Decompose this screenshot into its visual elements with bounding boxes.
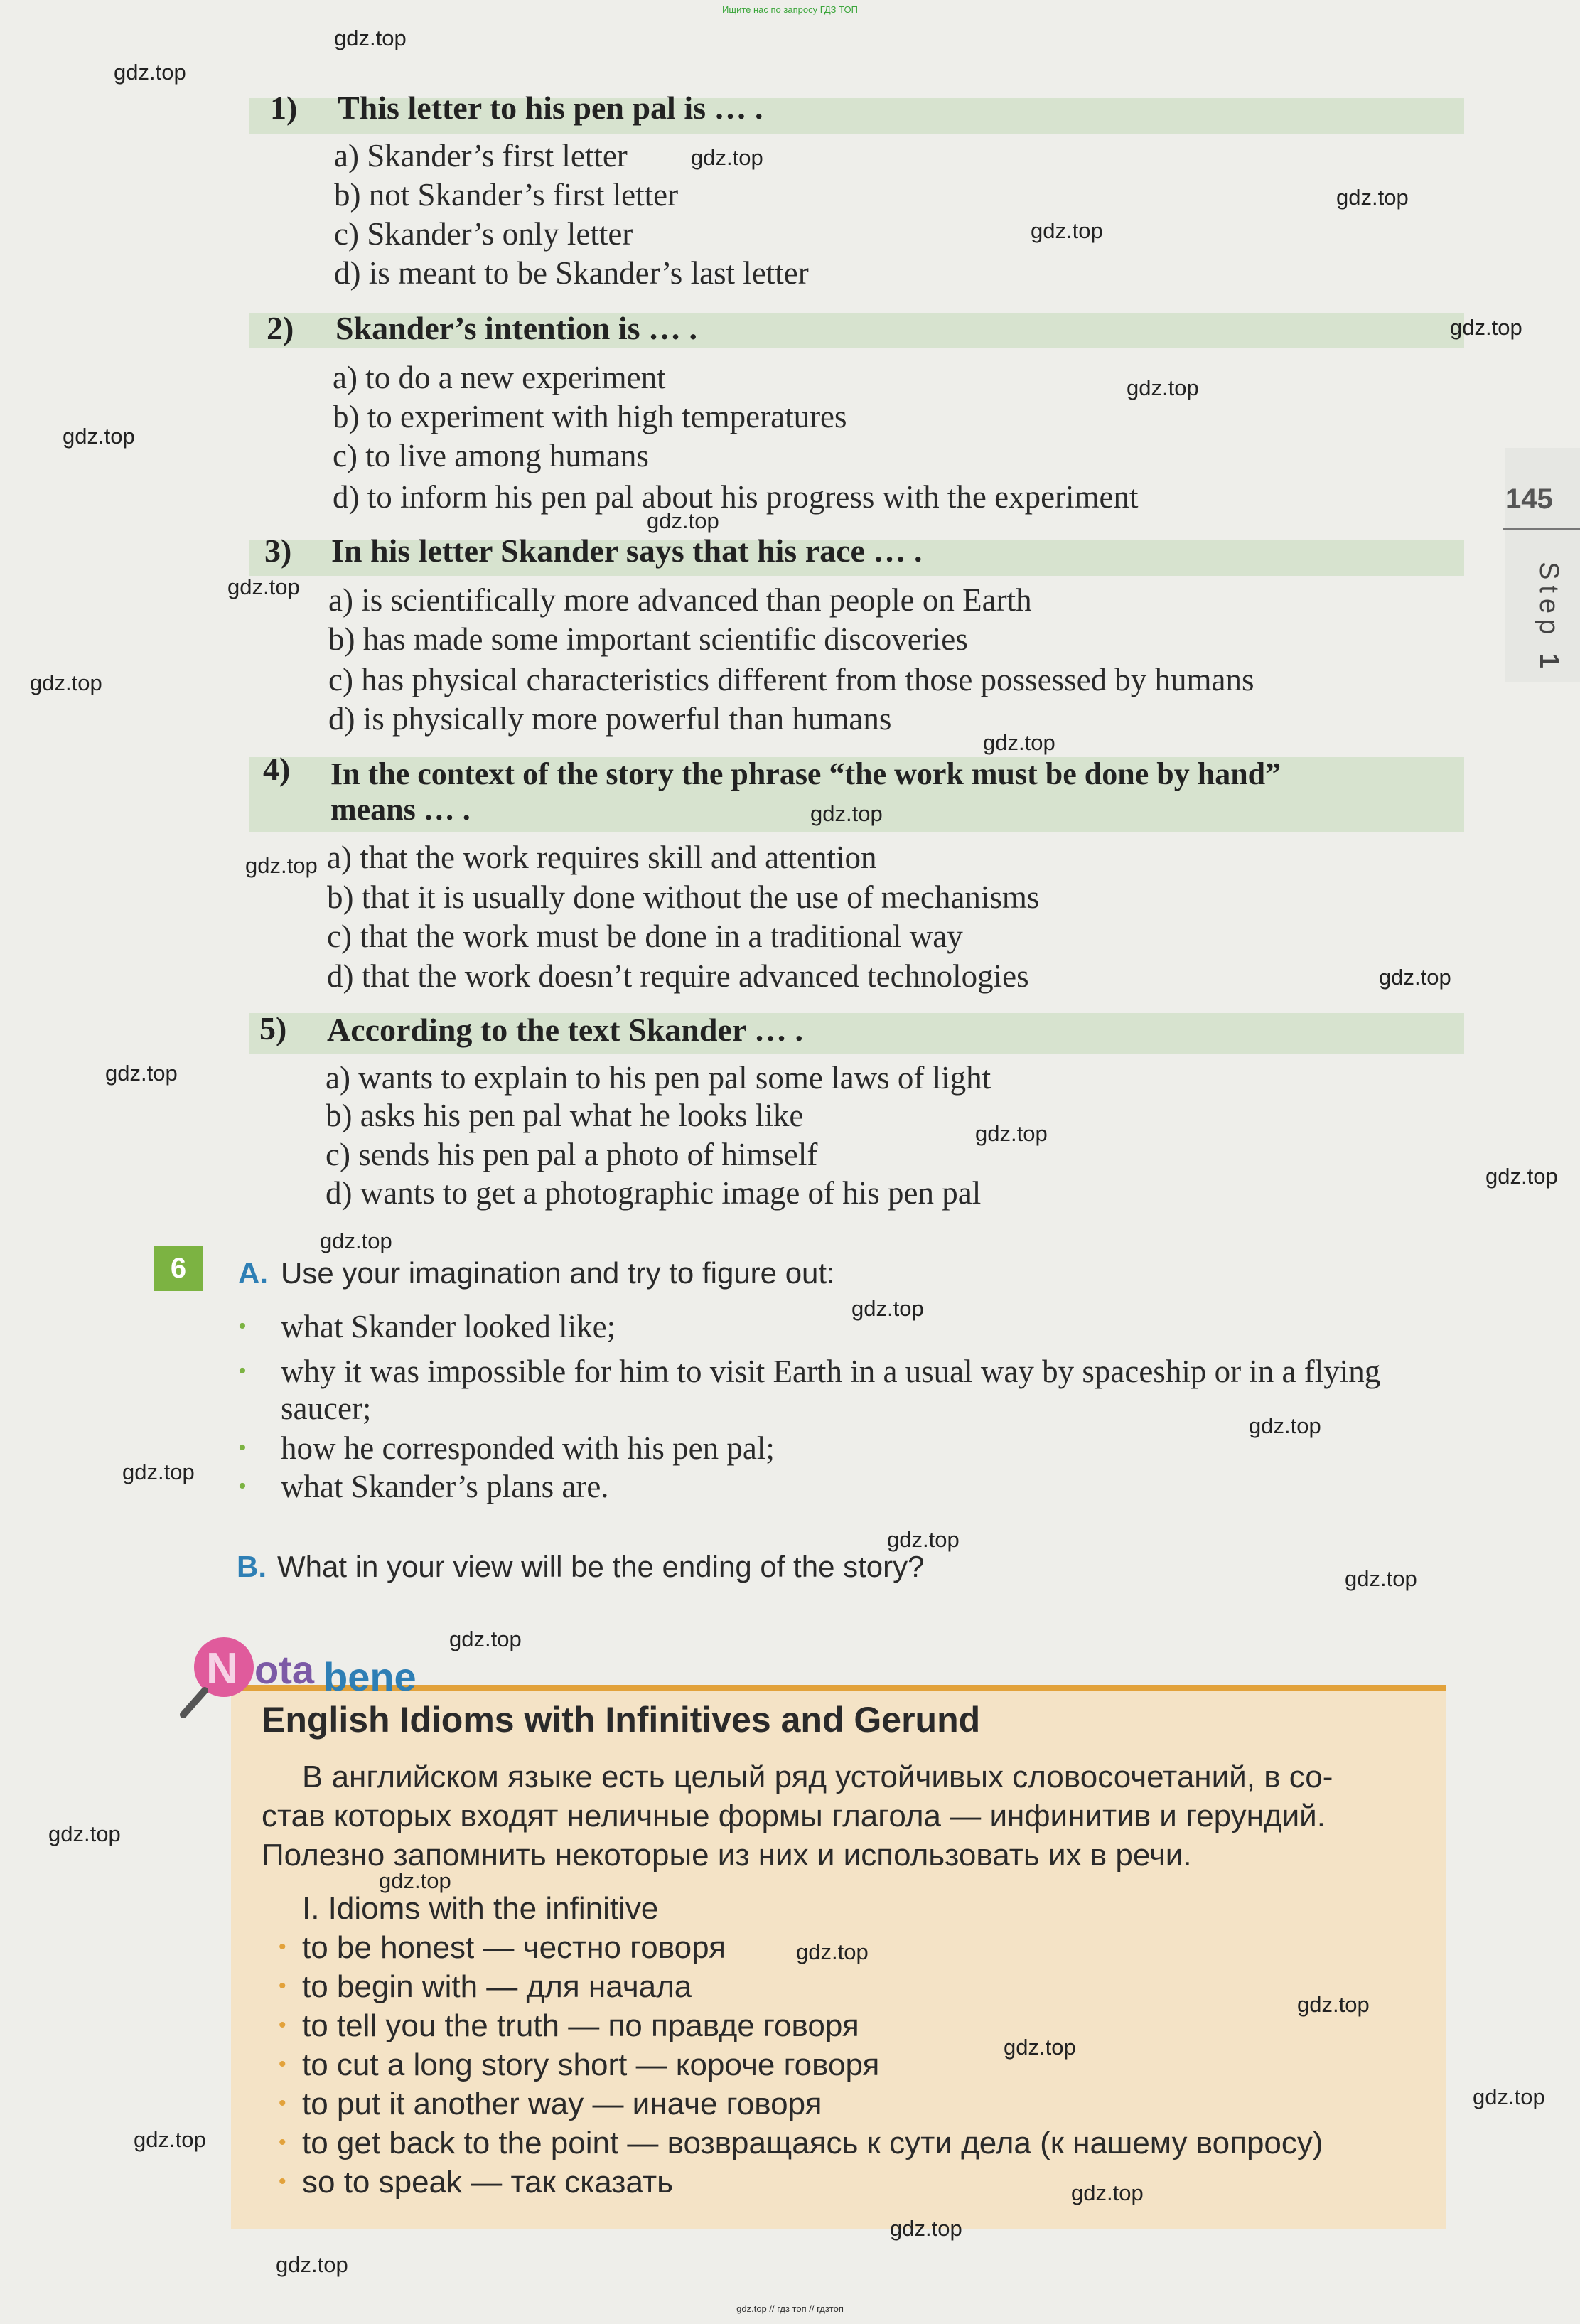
- watermark: gdz.top: [48, 1821, 121, 1846]
- watermark: gdz.top: [334, 26, 407, 50]
- question-1-option-b: b) not Skander’s first letter: [334, 177, 679, 213]
- watermark: gdz.top: [887, 1527, 960, 1552]
- watermark: gdz.top: [379, 1868, 451, 1893]
- idiom-4: to cut a long story short — короче говоря: [302, 2047, 880, 2082]
- idiom-5: to put it another way — иначе говоря: [302, 2087, 822, 2121]
- question-2-option-c: c) to live among humans: [333, 438, 649, 473]
- watermark: gdz.top: [810, 801, 883, 826]
- question-5-number: 5): [259, 1010, 287, 1046]
- question-2-option-d: d) to inform his pen pal about his progress with the experiment: [333, 479, 1139, 515]
- question-5-option-b: b) asks his pen pal what he looks like: [326, 1098, 804, 1133]
- question-3-option-b: b) has made some important scientific discoveries: [328, 621, 968, 657]
- exercise-bullet-dot: •: [238, 1473, 247, 1499]
- watermark: gdz.top: [114, 60, 186, 85]
- question-2-stem: Skander’s intention is … .: [335, 310, 698, 346]
- exercise-part-a-text: Use your imagination and try to figure out:: [281, 1256, 835, 1290]
- step-number: 1: [1534, 653, 1564, 674]
- watermark: gdz.top: [851, 1296, 924, 1321]
- question-4-stem-line-2: means … .: [330, 792, 471, 827]
- watermark: gdz.top: [134, 2127, 206, 2152]
- watermark: gdz.top: [1345, 1566, 1417, 1591]
- exercise-bullet-4: what Skander’s plans are.: [281, 1469, 609, 1504]
- watermark: gdz.top: [1004, 2035, 1076, 2060]
- question-2-option-a: a) to do a new experiment: [333, 360, 666, 395]
- watermark: gdz.top: [320, 1228, 392, 1253]
- exercise-part-b-text: What in your view will be the ending of the story?: [277, 1550, 925, 1583]
- question-4-option-a: a) that the work requires skill and attention: [327, 840, 877, 875]
- question-1-option-d: d) is meant to be Skander’s last letter: [334, 255, 809, 291]
- watermark: gdz.top: [1379, 965, 1451, 990]
- idiom-bullet-dot: •: [279, 2092, 286, 2115]
- exercise-number-badge: 6: [154, 1246, 203, 1291]
- watermark: gdz.top: [1450, 315, 1522, 340]
- watermark: gdz.top: [105, 1061, 178, 1086]
- idiom-2: to begin with — для начала: [302, 1969, 692, 2004]
- idiom-bullet-dot: •: [279, 2170, 286, 2193]
- idiom-bullet-dot: •: [279, 2013, 286, 2037]
- watermark: gdz.top: [691, 145, 763, 170]
- question-4-option-d: d) that the work doesn’t require advanced technologies: [327, 958, 1029, 994]
- question-4-stem: In the context of the story the phrase “the work must be done by hand”: [330, 756, 1281, 791]
- question-4-option-b: b) that it is usually done without the use of mechanisms: [327, 879, 1040, 915]
- exercise-bullet-3: how he corresponded with his pen pal;: [281, 1430, 775, 1466]
- exercise-bullet-2-continued: saucer;: [281, 1391, 372, 1426]
- question-2-option-b: b) to experiment with high temperatures: [333, 399, 847, 434]
- watermark: gdz.top: [975, 1121, 1048, 1146]
- page-number: 145: [1505, 483, 1553, 515]
- nota-bene-intro-line-1: В английском языке есть целый ряд устойчивых словосочетаний, в со-: [302, 1760, 1333, 1794]
- question-3-number: 3): [264, 532, 292, 569]
- footer-note: gdz.top // гдз топ // гдзтоп: [736, 2303, 844, 2314]
- idiom-7: so to speak — так сказать: [302, 2165, 674, 2200]
- step-label: [1533, 562, 1564, 674]
- watermark: gdz.top: [1127, 375, 1199, 400]
- question-3-stem: In his letter Skander says that his race … .: [331, 532, 923, 569]
- watermark: gdz.top: [1485, 1164, 1558, 1189]
- idiom-bullet-dot: •: [279, 1935, 286, 1959]
- exercise-bullet-dot: •: [238, 1358, 247, 1384]
- step-word: Step: [1534, 562, 1564, 641]
- question-1-option-a: a) Skander’s first letter: [334, 138, 628, 173]
- idiom-bullet-dot: •: [279, 2052, 286, 2076]
- nota-bene-intro-line-3: Полезно запомнить некоторые из них и использовать их в речи.: [262, 1838, 1192, 1873]
- nota-bene-intro-line-2: став которых входят неличные формы глагола — инфинитив и герундий.: [262, 1799, 1326, 1833]
- watermark: gdz.top: [1336, 185, 1409, 210]
- watermark: gdz.top: [1031, 218, 1103, 243]
- question-4-option-c: c) that the work must be done in a traditional way: [327, 919, 963, 954]
- question-5-option-c: c) sends his pen pal a photo of himself: [326, 1137, 818, 1172]
- exercise-part-b-letter: B.: [237, 1550, 267, 1583]
- question-2-number: 2): [267, 310, 294, 346]
- watermark: gdz.top: [1297, 1992, 1370, 2017]
- watermark: gdz.top: [890, 2216, 962, 2241]
- idiom-1: to be honest — честно говоря: [302, 1930, 726, 1965]
- question-1-number: 1): [270, 90, 298, 126]
- idiom-6: to get back to the point — возвращаясь к сути дела (к нашему вопросу): [302, 2126, 1323, 2160]
- watermark: gdz.top: [30, 670, 102, 695]
- watermark: gdz.top: [1071, 2180, 1144, 2205]
- idiom-3: to tell you the truth — по правде говоря: [302, 2008, 859, 2043]
- exercise-bullet-dot: •: [238, 1435, 247, 1461]
- top-search-note: Ищите нас по запросу ГДЗ ТОП: [722, 4, 858, 15]
- exercise-bullet-dot: •: [238, 1313, 247, 1339]
- exercise-part-a-letter: A.: [238, 1256, 268, 1290]
- question-1-stem: This letter to his pen pal is … .: [338, 90, 763, 126]
- watermark: gdz.top: [122, 1460, 195, 1484]
- watermark: gdz.top: [63, 424, 135, 449]
- idiom-bullet-dot: •: [279, 2131, 286, 2154]
- question-1-option-c: c) Skander’s only letter: [334, 216, 633, 252]
- watermark: gdz.top: [1249, 1413, 1321, 1438]
- nota-bene-section-title: I. Idioms with the infinitive: [302, 1891, 659, 1926]
- watermark: gdz.top: [983, 730, 1055, 755]
- page-number-rule: [1503, 528, 1580, 530]
- watermark: gdz.top: [1473, 2084, 1545, 2109]
- question-5-stem: According to the text Skander … .: [327, 1012, 803, 1048]
- watermark: gdz.top: [796, 1939, 869, 1964]
- watermark: gdz.top: [276, 2252, 348, 2277]
- question-5-option-d: d) wants to get a photographic image of his pen pal: [326, 1175, 982, 1211]
- exercise-bullet-2: why it was impossible for him to visit Earth in a usual way by spaceship or in a flying: [281, 1354, 1381, 1389]
- watermark: gdz.top: [449, 1627, 522, 1651]
- question-3-option-c: c) has physical characteristics different from those possessed by humans: [328, 662, 1254, 697]
- question-3-option-d: d) is physically more powerful than humans: [328, 701, 892, 737]
- nota-bene-logo-n: N: [206, 1644, 238, 1693]
- nota-bene-logo-word-1: ota: [254, 1647, 314, 1692]
- exercise-bullet-1: what Skander looked like;: [281, 1309, 616, 1344]
- watermark: gdz.top: [245, 853, 318, 878]
- nota-bene-logo-word-2: bene: [323, 1654, 417, 1699]
- idiom-bullet-dot: •: [279, 1974, 286, 1998]
- watermark: gdz.top: [647, 508, 719, 533]
- question-4-number: 4): [263, 751, 291, 787]
- magnifier-handle-icon: [183, 1691, 205, 1715]
- watermark: gdz.top: [227, 574, 300, 599]
- question-5-option-a: a) wants to explain to his pen pal some laws of light: [326, 1060, 991, 1096]
- question-3-option-a: a) is scientifically more advanced than people on Earth: [328, 582, 1032, 618]
- nota-bene-title: English Idioms with Infinitives and Gerund: [262, 1700, 981, 1740]
